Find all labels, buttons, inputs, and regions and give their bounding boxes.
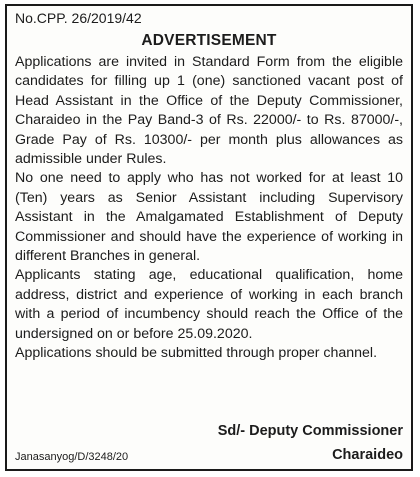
paragraph-eligibility: No one need to apply who has not worked for at least 10 (Ten) years as Senior Assistant including Supervisory Assistant in the Amalgamated Establishment of Deputy Commissioner and should have the experience of working in different Branches in general. [15,170,403,265]
reference-number: No.CPP. 26/2019/42 [15,10,142,26]
signatory-place: Charaideo [332,447,403,463]
paragraph-application-details: Applicants stating age, educational qualification, home address, district and experience of working in each branch with a period of incumbency should reach the Office of the undersigned on or before 25.09.2020. [15,267,403,342]
footer-code: Janasanyog/D/3248/20 [15,451,129,463]
advertisement-title: ADVERTISEMENT [141,32,277,49]
signatory-title: Sd/- Deputy Commissioner [217,423,403,439]
paragraph-post-details: Applications are invited in Standard Form from the eligible candidates for filling up 1 (one) sanctioned vacant post of Head Assistant in the Office of the Deputy Commissioner, Charaideo in the Pay Band-3 of Rs. 22000/- to Rs. 87000/-, Grade Pay of Rs. 10300/- per month plus allowances as admissible under Rules. [15,54,403,168]
advertisement-box [5,4,413,471]
advertisement-body [15,53,403,364]
paragraph-submission-channel: Applications should be submitted through proper channel. [15,345,378,362]
